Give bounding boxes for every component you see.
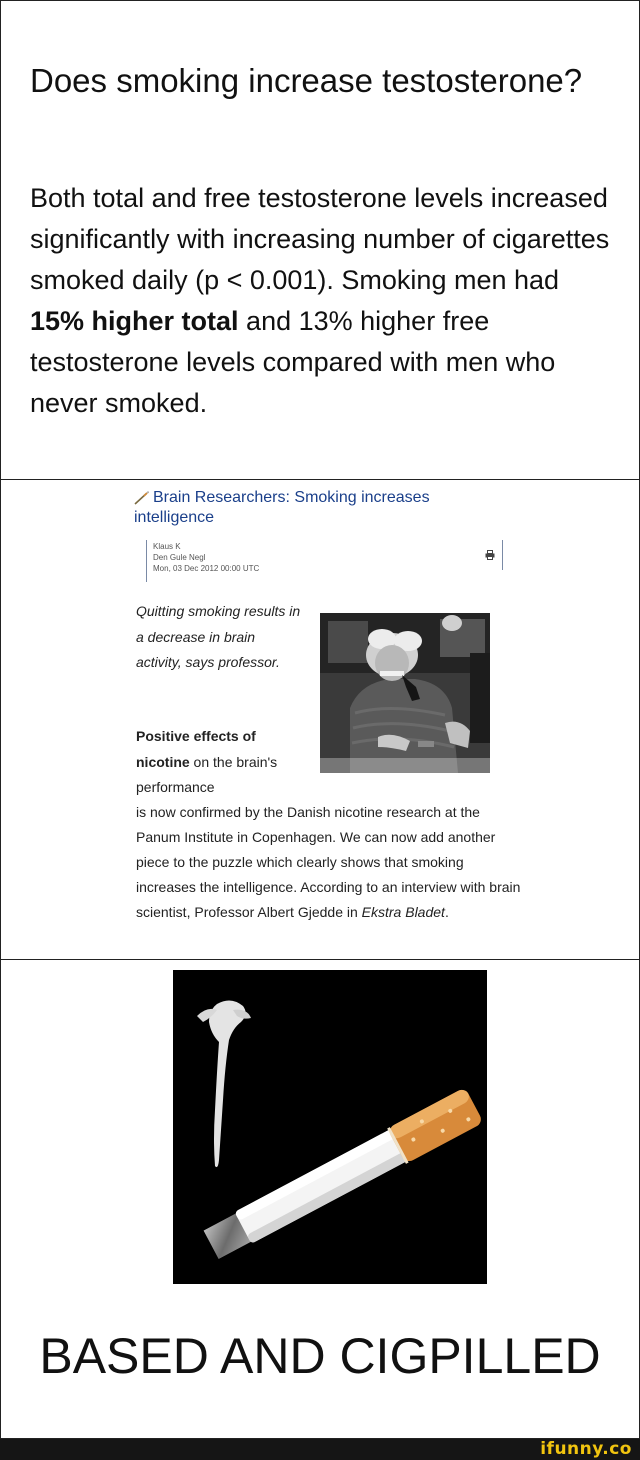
body-bold-text: 15% higher total <box>30 306 239 336</box>
question-title: Does smoking increase testosterone? <box>30 62 583 99</box>
professor-photo <box>320 613 490 773</box>
article-lead: Quitting smoking results in a decrease in brain activity, says professor. <box>136 603 301 670</box>
professor-illustration <box>320 613 490 773</box>
article-body <box>136 800 526 925</box>
question-body <box>30 178 620 424</box>
print-icon[interactable] <box>485 550 495 560</box>
meta-divider-left <box>146 540 147 582</box>
article-publication[interactable]: Den Gule Negl <box>153 553 206 562</box>
article-subhead <box>136 724 306 801</box>
article-body-end: . <box>444 904 449 920</box>
cigarette-image <box>173 970 487 1284</box>
article-body-main: is now confirmed by the Danish nicotine research at the Panum Institute in Copenhagen. We can now add another piece to the puzzle which clearly shows that smoking increases the intelligence. According to an interview with brain scientist, Professor Albert Gjedde in <box>136 804 521 920</box>
article-source: Ekstra Bladet <box>361 904 445 920</box>
meta-divider-right <box>502 540 503 570</box>
body-text-start: Both total and free testosterone levels increased significantly with increasing number of cigarettes smoked daily (p < 0.001). Smoking men had <box>30 183 610 295</box>
meme-caption: BASED AND CIGPILLED <box>39 1328 601 1384</box>
article-title[interactable]: Brain Researchers: Smoking increases intelligence <box>134 489 430 526</box>
subhead-rest: on the brain's performance <box>136 753 278 795</box>
body-text-end: and 13% higher free testosterone levels compared with men who never smoked. <box>30 306 556 418</box>
article-author[interactable]: Klaus K <box>153 542 181 551</box>
article-date: Mon, 03 Dec 2012 00:00 UTC <box>153 564 260 573</box>
cigarette-illustration <box>173 970 487 1284</box>
subhead-bold: Positive effects of nicotine <box>136 728 256 770</box>
ifunny-logo[interactable]: ifunny.co <box>540 1439 632 1459</box>
